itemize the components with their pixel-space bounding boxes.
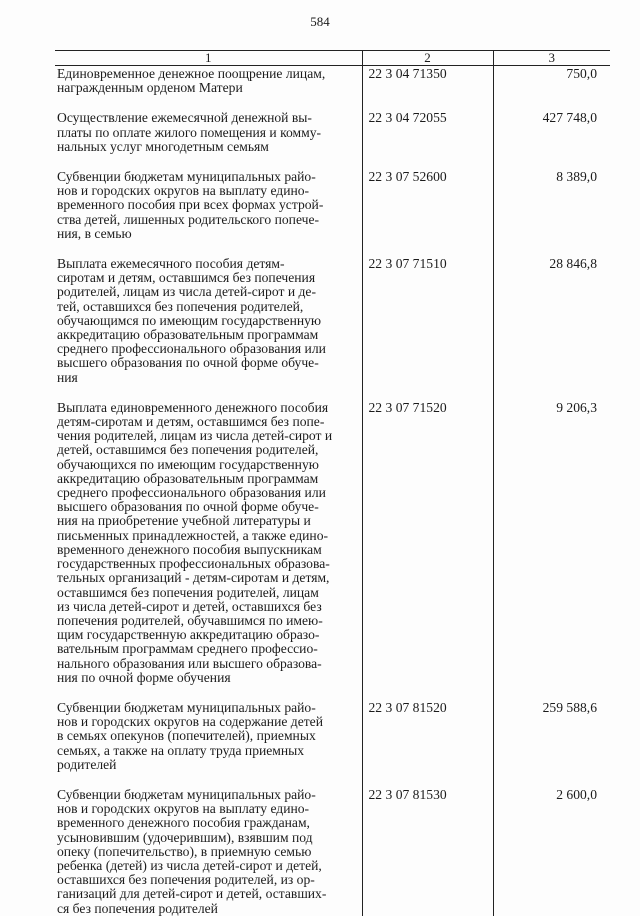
row-name-line: высшего образования по очной форме обуче- <box>57 355 319 371</box>
row-code-cell: 22 3 07 81520 <box>362 701 493 788</box>
row-name-line: щим государственную аккредитацию образо- <box>57 627 320 643</box>
row-name-cell <box>55 170 362 257</box>
page-number: 584 <box>310 14 330 29</box>
row-name-line: ганизаций для детей-сирот и детей, оставших- <box>57 886 327 902</box>
row-name-line: сиротам и детям, оставшимся без попечения <box>57 270 316 286</box>
row-name-line: родителей <box>57 756 117 772</box>
row-name-line: нального образования или высшего образова- <box>57 655 322 671</box>
row-name-line: Выплата ежемесячного пособия детям- <box>57 256 285 272</box>
row-name-cell <box>55 401 362 701</box>
row-name-line: ния, в семью <box>57 225 132 241</box>
row-amount-cell: 750,0 <box>493 66 610 112</box>
row-name-line: нов и городских округов на содержание детей <box>57 714 323 730</box>
row-amount-cell: 427 748,0 <box>493 111 610 170</box>
row-name-line: временного пособия при всех формах устрой- <box>57 197 324 213</box>
table-row <box>55 788 610 916</box>
row-code-cell: 22 3 07 52600 <box>362 170 493 257</box>
budget-table <box>55 50 610 916</box>
row-name-line: Единовременное денежное поощрение лицам, <box>57 66 326 81</box>
row-name-line: детей, оставшимся без попечения родителей, <box>57 442 319 458</box>
row-code-cell: 22 3 07 71520 <box>362 401 493 701</box>
table-row <box>55 257 610 401</box>
row-name-line: усыновившим (удочерившим), взявшим под <box>57 829 313 845</box>
table-row <box>55 66 610 112</box>
row-name-line: родителей, лицам из числа детей-сирот и де- <box>57 284 316 300</box>
row-name-line: оставшихся без попечения родителей, из ор- <box>57 872 315 888</box>
table-row <box>55 111 610 170</box>
row-name-line: высшего образования по очной форме обуче- <box>57 499 319 515</box>
row-name-line: среднего профессионального образования или <box>57 341 326 357</box>
row-name-line: Выплата единовременного денежного пособия <box>57 399 329 415</box>
row-code-cell: 22 3 04 71350 <box>362 66 493 112</box>
row-name-line: из числа детей-сирот и детей, оставшихся без <box>57 598 322 614</box>
row-name-line: обучающимся по имеющим государственную <box>57 312 322 328</box>
row-name-line: попечения родителей, обучавшимся по имею- <box>57 612 323 628</box>
row-name-line: тельных организаций - детям-сиротам и детям, <box>57 570 330 586</box>
row-name-line: награжденным орденом Матери <box>57 80 243 96</box>
column-header-2: 2 <box>362 51 493 66</box>
row-amount-cell: 259 588,6 <box>493 701 610 788</box>
row-code-cell: 22 3 07 81530 <box>362 788 493 916</box>
row-name-cell <box>55 66 362 112</box>
row-name-cell <box>55 111 362 170</box>
row-name-line: временного денежного пособия гражданам, <box>57 815 310 831</box>
row-name-line: ся без попечения родителей <box>57 900 218 916</box>
table-row <box>55 401 610 701</box>
row-name-line: аккредитацию образовательным программам <box>57 470 319 486</box>
row-name-line: письменных принадлежностей, а также едино- <box>57 527 329 543</box>
row-name-cell <box>55 257 362 401</box>
row-name-line: тей, оставшихся без попечения родителей, <box>57 298 304 314</box>
column-header-3: 3 <box>493 51 610 66</box>
row-name-line: детям-сиротам и детям, оставшимся без попе- <box>57 414 325 430</box>
table-header-row <box>55 51 610 66</box>
row-name-cell <box>55 701 362 788</box>
row-amount-cell: 8 389,0 <box>493 170 610 257</box>
row-name-line: нов и городских округов на выплату едино- <box>57 801 310 817</box>
row-name-line: нальных услуг многодетным семьям <box>57 138 269 154</box>
row-name-line: ребенка (детей) из числа детей-сирот и детей, <box>57 857 322 873</box>
row-name-line: Осуществление ежемесячной денежной вы- <box>57 110 312 126</box>
row-amount-cell: 2 600,0 <box>493 788 610 916</box>
table-body <box>55 66 610 916</box>
row-name-line: Субвенции бюджетам муниципальных райо- <box>57 699 316 715</box>
row-code-cell: 22 3 04 72055 <box>362 111 493 170</box>
column-header-1: 1 <box>55 51 362 66</box>
row-amount-cell: 28 846,8 <box>493 257 610 401</box>
row-name-line: среднего профессионального образования или <box>57 485 326 501</box>
row-name-line: оставшимся без попечения родителей, лицам <box>57 584 319 600</box>
row-name-line: Субвенции бюджетам муниципальных райо- <box>57 786 316 802</box>
row-amount-cell: 9 206,3 <box>493 401 610 701</box>
row-name-line: вательным программам среднего профессио- <box>57 641 318 657</box>
row-name-line: семьях, а также на оплату труда приемных <box>57 742 305 758</box>
row-name-line: аккредитацию образовательным программам <box>57 327 319 343</box>
row-name-line: ния по очной форме обучения <box>57 669 231 685</box>
row-name-line: Субвенции бюджетам муниципальных райо- <box>57 169 316 185</box>
row-name-line: обучающихся по имеющим государственную <box>57 456 319 472</box>
table-row <box>55 170 610 257</box>
row-name-line: опеку (попечительство), в приемную семью <box>57 843 312 859</box>
row-code-cell: 22 3 07 71510 <box>362 257 493 401</box>
row-name-line: ства детей, лишенных родительского попече- <box>57 211 320 227</box>
row-name-line: чения родителей, лицам из числа детей-сирот и <box>57 428 333 444</box>
row-name-line: государственных профессиональных образова- <box>57 556 330 572</box>
row-name-line: в семьях опекунов (попечителей), приемных <box>57 728 316 744</box>
row-name-line: ния на приобретение учебной литературы и <box>57 513 311 529</box>
row-name-line: нов и городских округов на выплату едино- <box>57 183 310 199</box>
row-name-cell <box>55 788 362 916</box>
row-name-line: платы по оплате жилого помещения и комму- <box>57 124 322 140</box>
table-row <box>55 701 610 788</box>
row-name-line: временного денежного пособия выпускникам <box>57 541 322 557</box>
row-name-line: ния <box>57 369 78 385</box>
